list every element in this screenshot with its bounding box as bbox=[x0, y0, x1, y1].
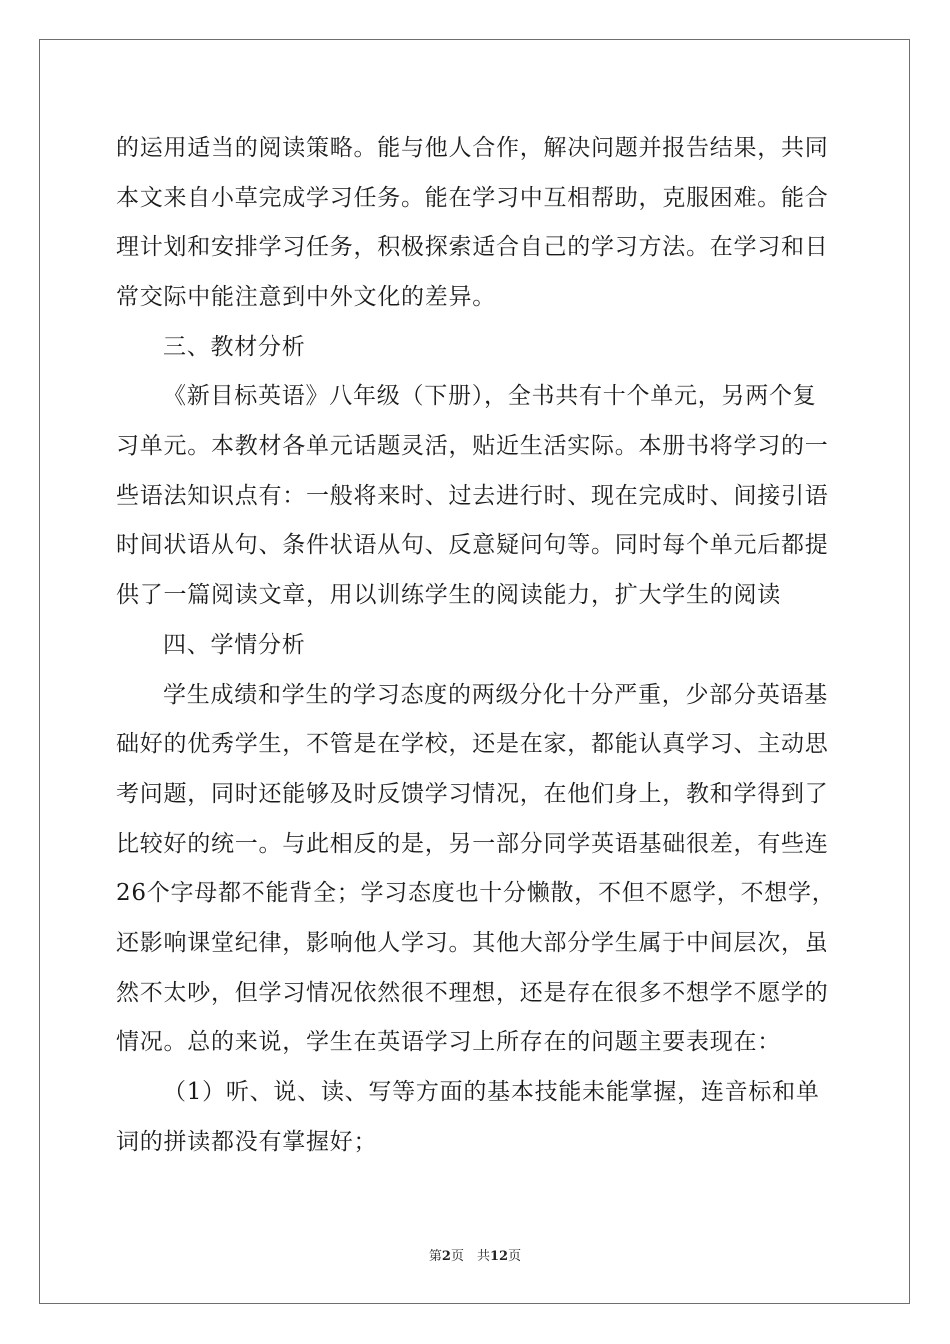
text-line: 本文来自小草完成学习任务。能在学习中互相帮助，克服困难。能合 bbox=[116, 185, 829, 211]
text-line: 常交际中能注意到中外文化的差异。 bbox=[116, 284, 496, 310]
text-line: 习单元。本教材各单元话题灵活，贴近生活实际。本册书将学习的一 bbox=[116, 433, 829, 459]
page-label-mid: 页 共 bbox=[450, 1249, 490, 1264]
list-item-text: （1）听、说、读、写等方面的基本技能未能掌握，连音标和单 bbox=[163, 1079, 820, 1105]
text-line: 供了一篇阅读文章，用以训练学生的阅读能力，扩大学生的阅读 bbox=[116, 582, 781, 608]
section-heading-textbook-analysis: 三、教材分析 bbox=[163, 334, 306, 360]
page-label-prefix: 第 bbox=[428, 1249, 442, 1264]
text-line: 还影响课堂纪律，影响他人学习。其他大部分学生属于中间层次，虽 bbox=[116, 930, 829, 956]
page-footer bbox=[0, 1248, 950, 1266]
text-line: 时间状语从句、条件状语从句、反意疑问句等。同时每个单元后都提 bbox=[116, 532, 829, 558]
page-label-suffix: 页 bbox=[508, 1249, 522, 1264]
section-heading-student-analysis: 四、学情分析 bbox=[163, 632, 306, 658]
text-line: 《新目标英语》八年级（下册），全书共有十个单元，另两个复 bbox=[163, 383, 817, 409]
text-line: 些语法知识点有：一般将来时、过去进行时、现在完成时、间接引语 bbox=[116, 483, 829, 509]
text-line: 词的拼读都没有掌握好； bbox=[116, 1129, 378, 1155]
text-line: 比较好的统一。与此相反的是，另一部分同学英语基础很差，有些连 bbox=[116, 831, 829, 857]
text-line: 础好的优秀学生，不管是在学校，还是在家，都能认真学习、主动思 bbox=[116, 731, 829, 757]
page-current: 2 bbox=[441, 1249, 451, 1264]
text-line: 26个字母都不能背全；学习态度也十分懒散，不但不愿学，不想学， bbox=[116, 880, 836, 906]
text-line: 情况。总的来说，学生在英语学习上所存在的问题主要表现在： bbox=[116, 1029, 781, 1055]
text-line: 学生成绩和学生的学习态度的两级分化十分严重，少部分英语基 bbox=[163, 682, 828, 708]
text-line: 考问题，同时还能够及时反馈学习情况，在他们身上，教和学得到了 bbox=[116, 781, 829, 807]
text-line: 的运用适当的阅读策略。能与他人合作，解决问题并报告结果，共同 bbox=[116, 135, 829, 161]
text-line: 然不太吵，但学习情况依然很不理想，还是存在很多不想学不愿学的 bbox=[116, 980, 829, 1006]
text-line: 理计划和安排学习任务，积极探索适合自己的学习方法。在学习和日 bbox=[116, 234, 829, 260]
page-border bbox=[39, 39, 910, 1304]
page-total: 12 bbox=[489, 1249, 509, 1264]
